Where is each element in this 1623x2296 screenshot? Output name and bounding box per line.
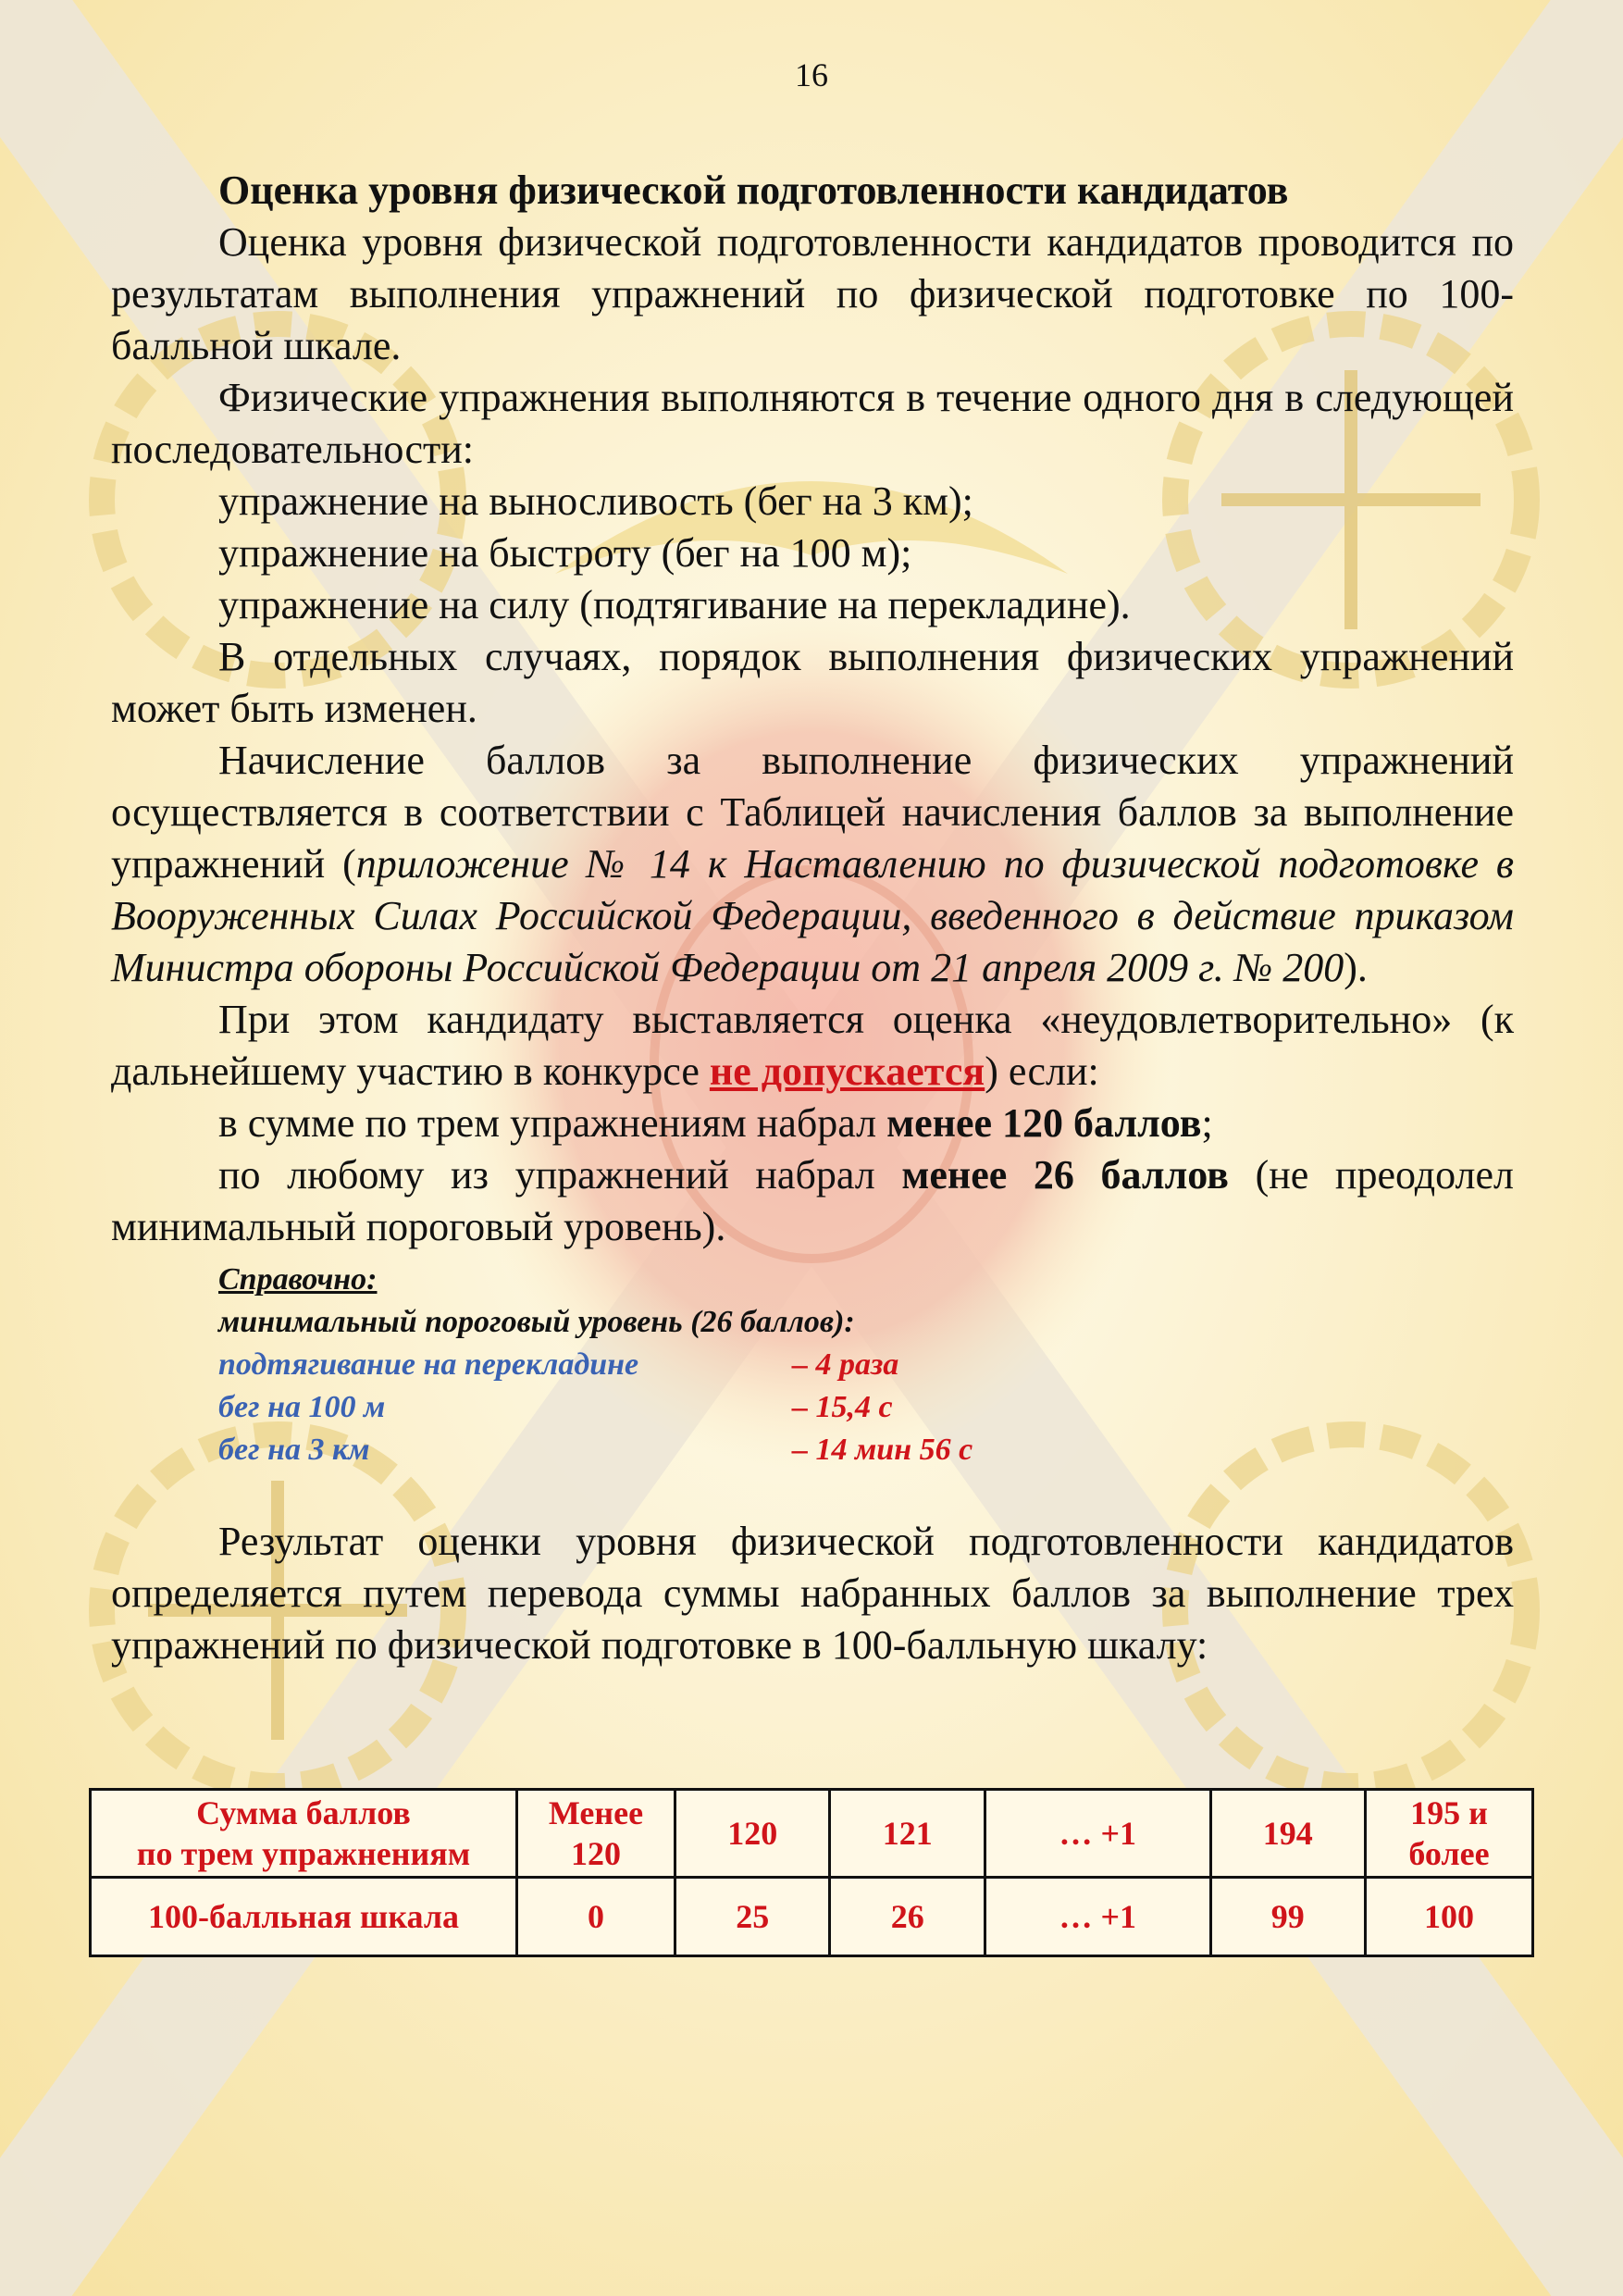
condition-total: в сумме по трем упражнениям набрал менее 120 баллов; [218, 1100, 1213, 1146]
table-cell: 121 [830, 1790, 985, 1878]
page-number: 16 [795, 56, 828, 93]
table-cell: 194 [1210, 1790, 1366, 1878]
table-cell: 195 и более [1366, 1790, 1533, 1878]
table-cell: 99 [1210, 1878, 1366, 1956]
exercise-item: упражнение на силу (подтягивание на перекладине). [218, 582, 1131, 627]
paragraph-scoring: Начисление баллов за выполнение физических упражнений осуществляется в соответствии с Таблицей начисления баллов за выполнение упражнений (приложение № 14 к Наставлению по физической подготовке в Вооруженных Силах Российской Федерации, введенного в действие приказом Министра обороны Российской Федерации от 21 апреля 2009 г. № 200). [111, 738, 1514, 990]
reference-row: подтягивание на перекладине – 4 раза [218, 1347, 899, 1382]
exercise-item: упражнение на выносливость (бег на 3 км); [218, 478, 973, 524]
table-row [91, 1878, 1533, 1956]
paragraph-order-change: В отдельных случаях, порядок выполнения физических упражнений может быть изменен. [111, 634, 1514, 731]
paragraph-conversion: Результат оценки уровня физической подготовленности кандидатов определяется путем перевода суммы набранных баллов за выполнение трех упражнений по физической подготовке в 100-балльную шкалу: [111, 1519, 1514, 1668]
not-admitted-emphasis: не допускается [709, 1049, 985, 1094]
table-row-header: 100-балльная шкала [91, 1878, 517, 1956]
score-conversion-table [89, 1788, 1534, 1957]
reference-row: бег на 3 км – 14 мин 56 с [218, 1433, 973, 1467]
condition-each: по любому из упражнений набрал менее 26 баллов (не преодолел минимальный пороговый уровень). [111, 1152, 1514, 1249]
section-heading: Оценка уровня физической подготовленности кандидатов [218, 168, 1289, 213]
paragraph-unsatisfactory: При этом кандидату выставляется оценка «неудовлетворительно» (к дальнейшему участию в конкурсе не допускается) если: [111, 997, 1514, 1094]
table-cell: 100 [1366, 1878, 1533, 1956]
reference-title: Справочно: [218, 1262, 378, 1297]
table-cell: 26 [830, 1878, 985, 1956]
paragraph-sequence: Физические упражнения выполняются в течение одного дня в следующей последовательности: [111, 375, 1514, 472]
table-cell: Менее 120 [517, 1790, 675, 1878]
table-cell: … +1 [985, 1878, 1210, 1956]
table-row [91, 1790, 1533, 1878]
table-cell: 120 [675, 1790, 830, 1878]
reference-subtitle: минимальный пороговый уровень (26 баллов): [218, 1305, 855, 1339]
reference-block [218, 1259, 1514, 1471]
paragraph-intro: Оценка уровня физической подготовленности кандидатов проводится по результатам выполнения упражнений по физической подготовке по 100-балльной шкале. [111, 219, 1514, 368]
document-body [111, 165, 1514, 1671]
reference-row: бег на 100 м – 15,4 с [218, 1390, 893, 1424]
reference-citation: приложение № 14 к Наставлению по физической подготовке в Вооруженных Силах Российской Федерации, введенного в действие приказом Министра обороны Российской Федерации от 21 апреля 2009 г. № 200 [111, 841, 1514, 990]
exercise-item: упражнение на быстроту (бег на 100 м); [218, 530, 912, 576]
table-row-header: Сумма баллов по трем упражнениям [91, 1790, 517, 1878]
table-cell: 0 [517, 1878, 675, 1956]
table-cell: 25 [675, 1878, 830, 1956]
table-cell: … +1 [985, 1790, 1210, 1878]
